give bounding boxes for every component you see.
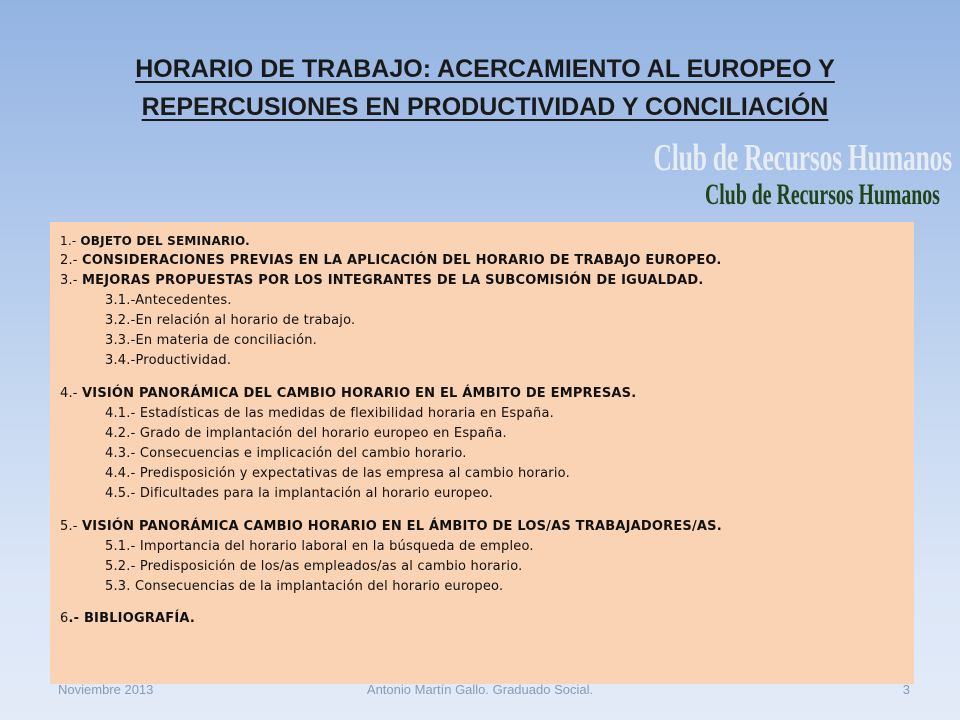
agenda-section-4	[60, 384, 914, 404]
section-number: 1.-	[60, 234, 81, 248]
slide-title-line-1: HORARIO DE TRABAJO: ACERCAMIENTO AL EUROPEO Y	[135, 55, 835, 83]
agenda-section-2	[60, 251, 914, 271]
section-heading: .- BIBLIOGRAFÍA.	[68, 611, 196, 626]
club-logo-shadow-text: Club de Recursos Humanos	[653, 137, 952, 179]
club-logo	[653, 128, 960, 220]
section-number: 6	[60, 611, 69, 626]
section-number: 4.-	[60, 386, 83, 401]
agenda-section-3	[60, 271, 914, 291]
section-heading: CONSIDERACIONES PREVIAS EN LA APLICACIÓN DEL HORARIO DE TRABAJO EUROPEO.	[82, 253, 722, 268]
agenda-subitem: 5.2.- Predisposición de los/as empleados/as al cambio horario.	[105, 559, 523, 574]
agenda-subitem: 4.3.- Consecuencias e implicación del cambio horario.	[105, 446, 467, 461]
footer-page-number: 3	[902, 682, 910, 697]
agenda-section-5	[60, 517, 914, 537]
section-number: 5.-	[60, 519, 83, 534]
agenda-subitem: 5.3. Consecuencias de la implantación del horario europeo.	[105, 579, 504, 594]
agenda-subitem: 4.1.- Estadísticas de las medidas de flexibilidad horaria en España.	[105, 406, 554, 421]
section-heading: MEJORAS PROPUESTAS POR LOS INTEGRANTES DE LA SUBCOMISIÓN DE IGUALDAD.	[82, 273, 704, 288]
agenda-subitem: 4.5.- Dificultades para la implantación al horario europeo.	[105, 486, 493, 501]
section-heading: VISIÓN PANORÁMICA DEL CAMBIO HORARIO EN EL ÁMBITO DE EMPRESAS.	[82, 386, 637, 401]
agenda-subitem: 3.4.-Productividad.	[105, 353, 232, 368]
footer-date: Noviembre 2013	[58, 682, 154, 697]
section-number: 3.-	[60, 273, 83, 288]
section-heading: OBJETO DEL SEMINARIO.	[80, 234, 250, 248]
footer-author: Antonio Martín Gallo. Graduado Social.	[366, 682, 594, 697]
slide-title	[60, 50, 910, 126]
club-logo-text: Club de Recursos Humanos	[705, 178, 940, 211]
spacer	[60, 597, 914, 609]
slide-title-line-2: REPERCUSIONES EN PRODUCTIVIDAD Y CONCILIACIÓN	[141, 93, 829, 121]
section-number: 2.-	[60, 253, 83, 268]
agenda-subitem: 3.3.-En materia de conciliación.	[105, 333, 318, 348]
agenda-subitem: 5.1.- Importancia del horario laboral en la búsqueda de empleo.	[105, 539, 534, 554]
section-heading: VISIÓN PANORÁMICA CAMBIO HORARIO EN EL ÁMBITO DE LOS/AS TRABAJADORES/AS.	[82, 519, 722, 534]
agenda-section-6	[60, 609, 914, 629]
agenda-subitem: 4.2.- Grado de implantación del horario europeo en España.	[105, 426, 507, 441]
agenda-box	[50, 222, 914, 684]
agenda-subitem: 3.2.-En relación al horario de trabajo.	[105, 313, 356, 328]
spacer	[60, 504, 914, 517]
spacer	[60, 371, 914, 384]
agenda-subitem: 4.4.- Predisposición y expectativas de las empresa al cambio horario.	[105, 466, 570, 481]
agenda-section-1	[60, 231, 914, 251]
agenda-subitem: 3.1.-Antecedentes.	[105, 293, 232, 308]
